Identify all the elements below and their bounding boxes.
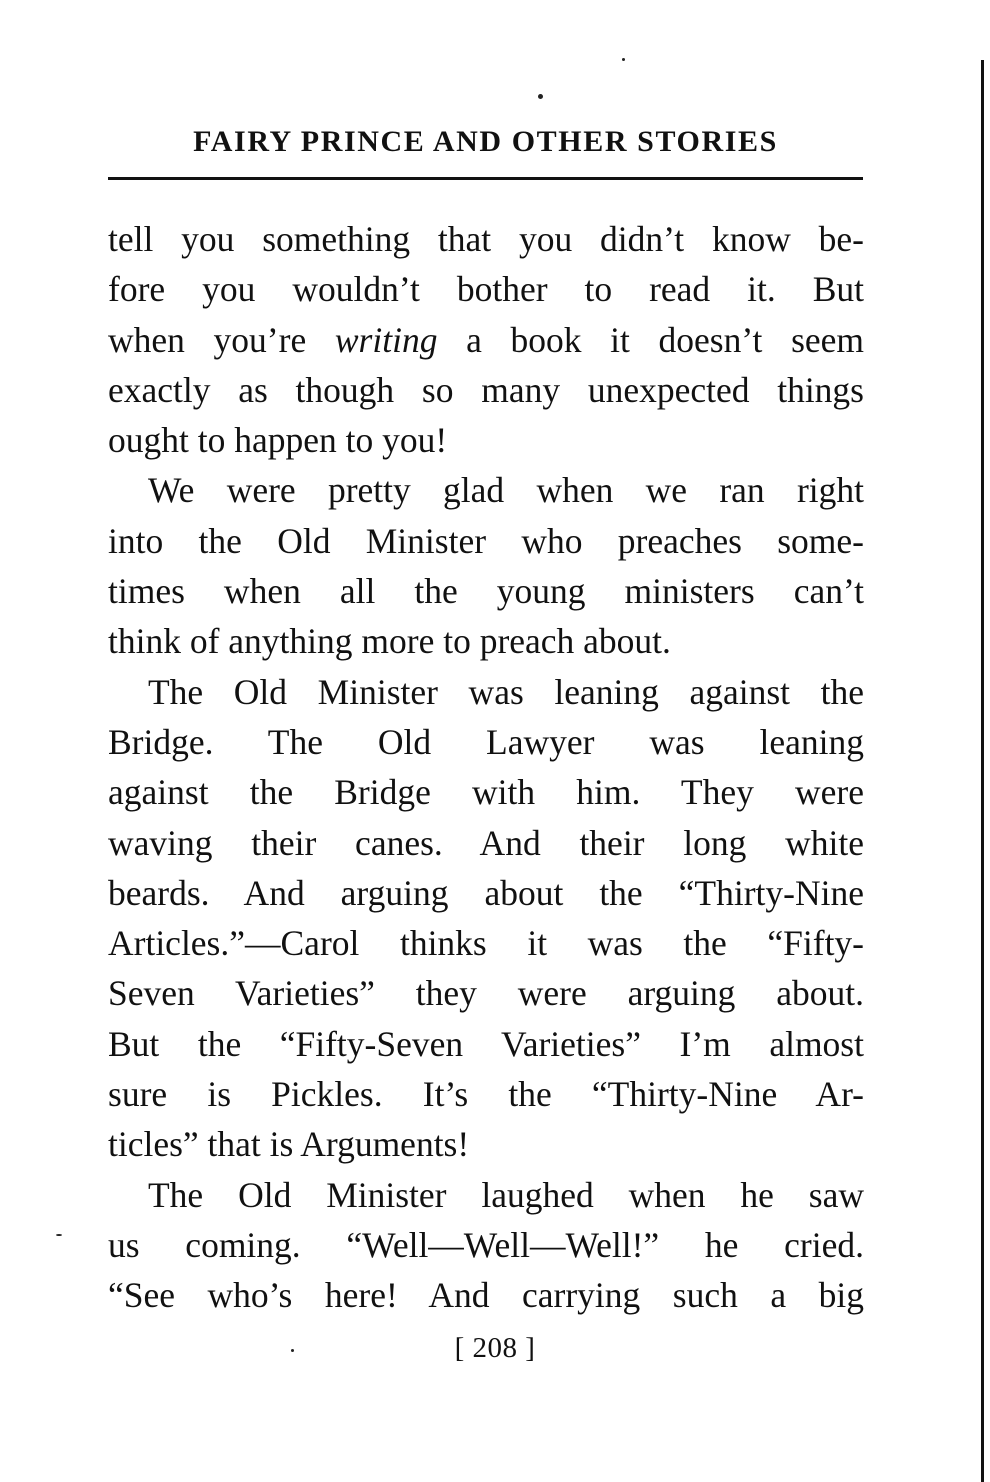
text-line: ticles” that is Arguments! <box>108 1124 470 1165</box>
text-line: into the Old Minister who preaches some- <box>108 520 864 561</box>
page-number: [ 208 ] <box>454 1332 536 1364</box>
text-line: us coming. “Well—Well—Well!” he cried. <box>108 1224 864 1265</box>
text-line: “See who’s here! And carrying such a big <box>108 1275 864 1316</box>
text-line: exactly as though so many unexpected things <box>108 369 864 410</box>
text-line: think of anything more to preach about. <box>108 621 671 662</box>
scan-speck <box>56 1234 62 1236</box>
text-line: But the “Fifty-Seven Varieties” I’m almost <box>108 1023 864 1064</box>
text-line <box>108 315 864 365</box>
text-line: waving their canes. And their long white <box>108 822 864 863</box>
text-line: The Old Minister laughed when he saw <box>148 1174 864 1215</box>
text-line: Articles.”—Carol thinks it was the “Fifty- <box>108 923 864 964</box>
scan-speck <box>622 58 625 61</box>
header-rule <box>108 177 863 180</box>
page-header <box>108 118 863 180</box>
text-line-remainder: a book it doesn’t seem <box>466 319 865 360</box>
text-line: ought to happen to you! <box>108 420 448 461</box>
text-line: times when all the young ministers can’t <box>108 571 864 612</box>
running-head: FAIRY PRINCE AND OTHER STORIES <box>193 125 778 158</box>
emphasized-word: writing <box>334 319 438 360</box>
text-line: The Old Minister was leaning against the <box>148 671 864 712</box>
text-line: fore you wouldn’t bother to read it. But <box>108 269 864 310</box>
text-line: Bridge. The Old Lawyer was leaning <box>108 721 864 762</box>
text-line-prefix: when you’re <box>108 319 307 360</box>
text-line: We were pretty glad when we ran right <box>148 470 864 511</box>
text-line: beards. And arguing about the “Thirty-Nine <box>108 872 864 913</box>
page-edge-rule <box>981 60 984 1482</box>
text-line: against the Bridge with him. They were <box>108 772 864 813</box>
body-text <box>108 214 864 1321</box>
text-line: sure is Pickles. It’s the “Thirty-Nine Ar- <box>108 1074 864 1115</box>
text-line: Seven Varieties” they were arguing about. <box>108 973 864 1014</box>
scan-speck <box>538 94 543 99</box>
text-line: tell you something that you didn’t know be- <box>108 219 864 259</box>
